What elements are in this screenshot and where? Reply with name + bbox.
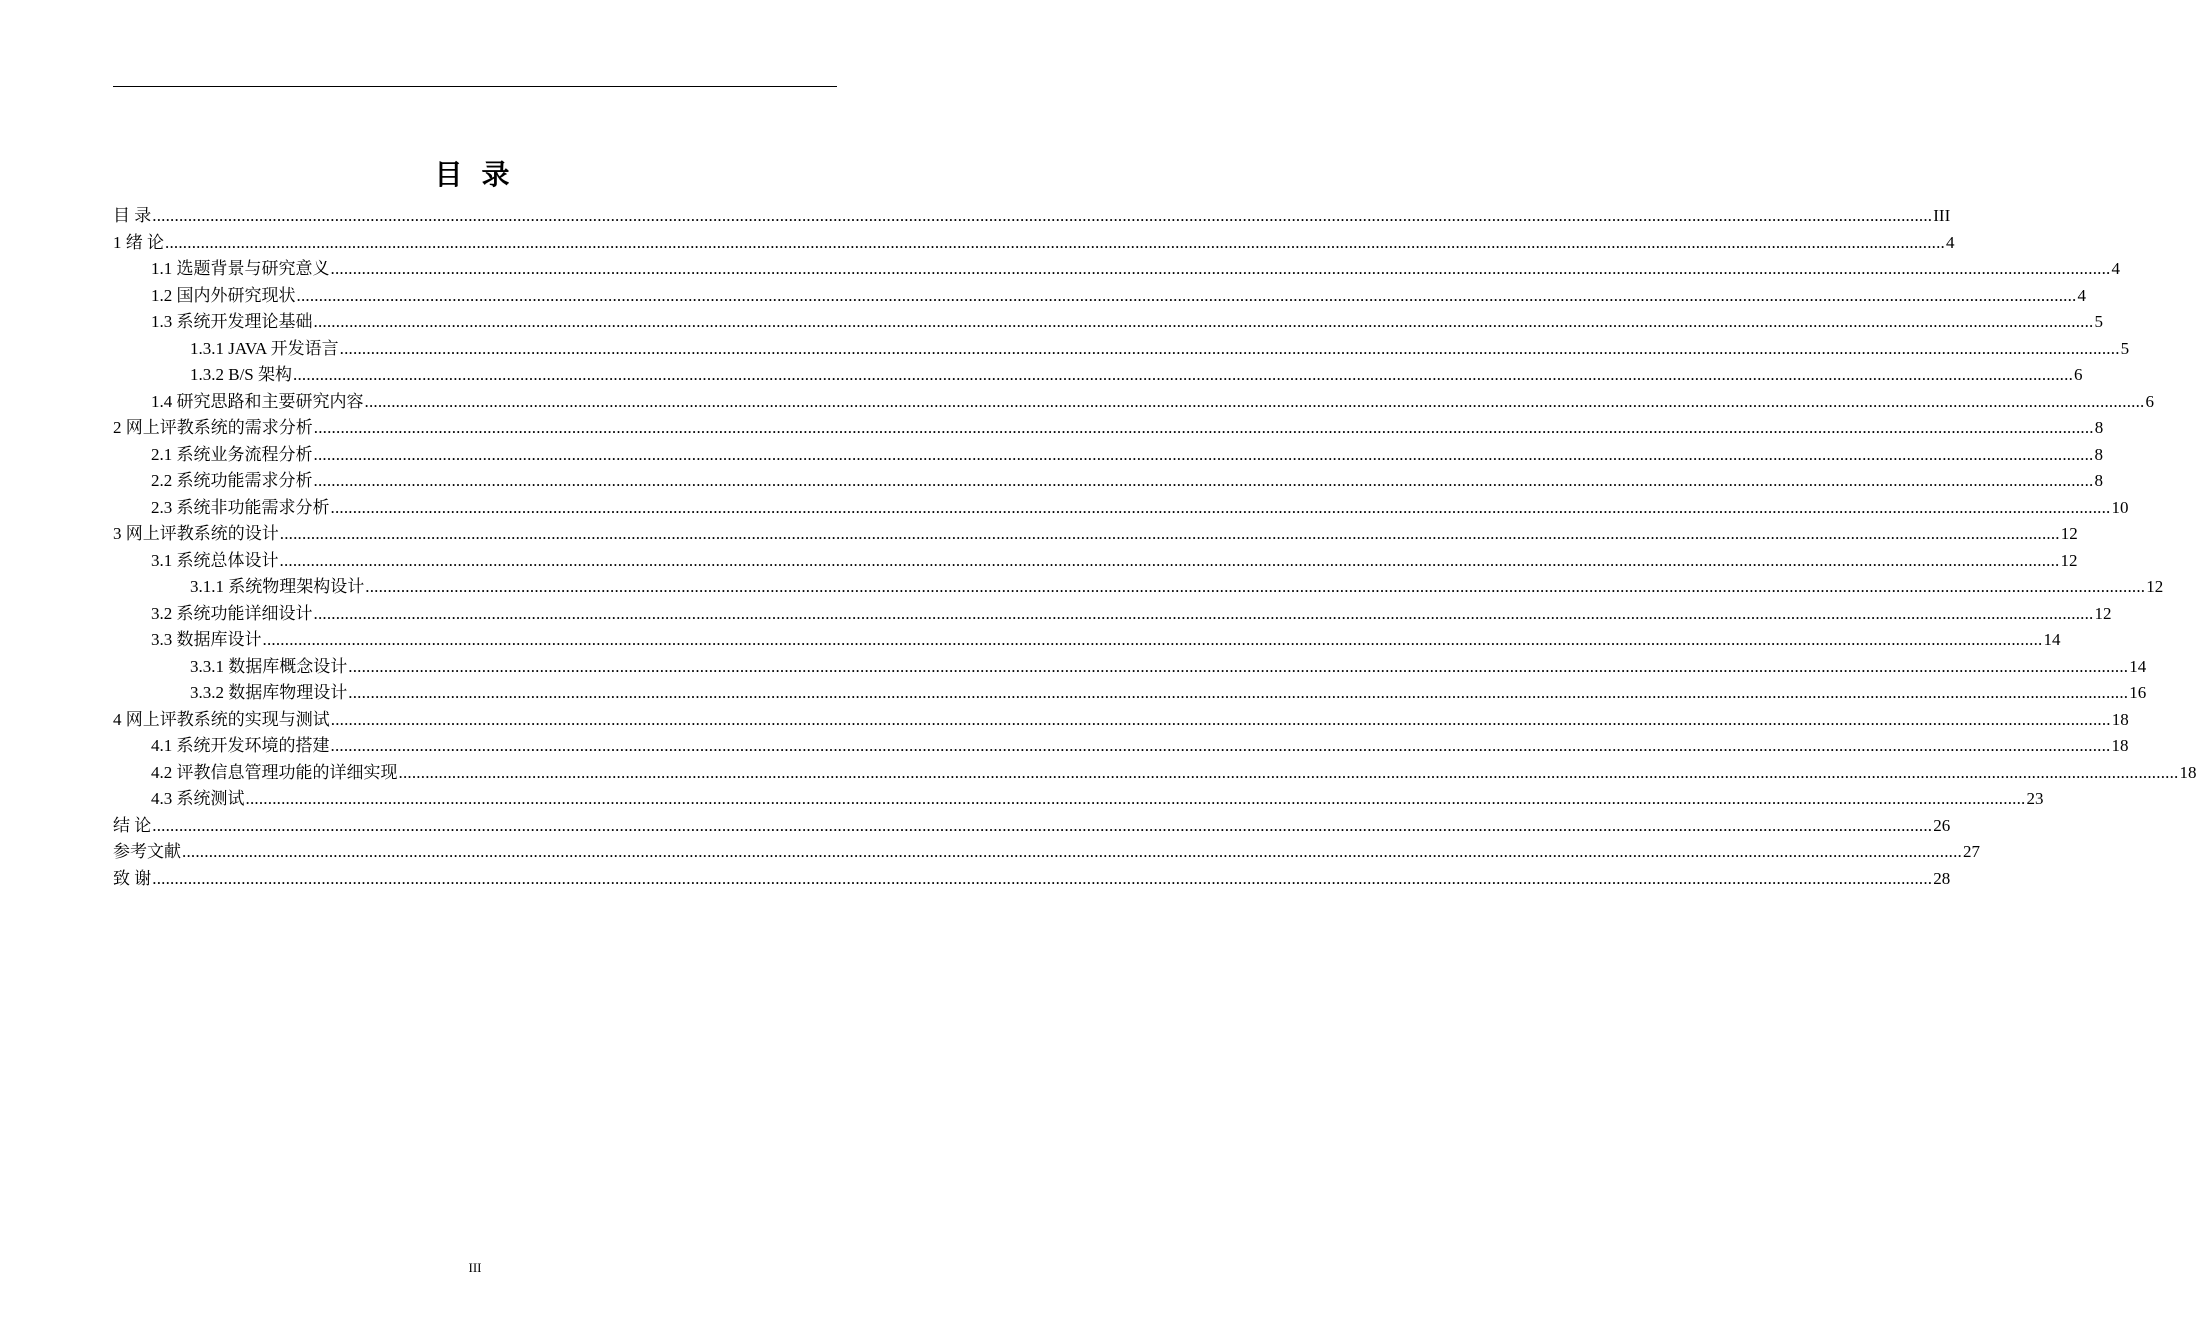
toc-entry-page-number: 14 <box>2129 656 2147 676</box>
toc-entry-label: 结 论 <box>113 815 152 835</box>
toc-entry-label: 参考文献 <box>113 842 181 861</box>
toc-entry[interactable] <box>113 866 1951 893</box>
toc-entry-label: 2 网上评教系统的需求分析 <box>113 418 313 437</box>
toc-entry-page-number: 14 <box>2043 630 2061 649</box>
toc-entry-page-number: 5 <box>2120 338 2130 358</box>
dot-leader: ................................................................................................................................................................................................................................................................................................................................................................................................................ <box>152 868 1933 888</box>
toc-entry-label: 1.3 系统开发理论基础 <box>151 312 313 331</box>
toc-entry-page-number: 28 <box>1933 868 1951 888</box>
toc-entry-label: 3.3.1 数据库概念设计 <box>190 656 348 676</box>
toc-entry-label: 4 网上评教系统的实现与测试 <box>113 709 330 729</box>
toc-entry[interactable] <box>113 468 2103 495</box>
toc-entry[interactable] <box>113 574 2164 601</box>
toc-entry[interactable] <box>113 813 1951 840</box>
toc-entry-page-number: 8 <box>2094 418 2104 437</box>
dot-leader: ................................................................................................................................................................................................................................................................................................................................................................................................................ <box>152 206 1933 225</box>
toc-entry-label: 1.3.1 JAVA 开发语言 <box>190 338 339 358</box>
dot-leader: ................................................................................................................................................................................................................................................................................................................................................................................................................ <box>279 524 2060 543</box>
dot-leader: ................................................................................................................................................................................................................................................................................................................................................................................................................ <box>313 312 2094 331</box>
toc-entry-label: 2.3 系统非功能需求分析 <box>151 497 330 517</box>
dot-leader: ................................................................................................................................................................................................................................................................................................................................................................................................................ <box>330 709 2111 729</box>
toc-entry[interactable] <box>113 442 2103 469</box>
dot-leader: ................................................................................................................................................................................................................................................................................................................................................................................................................ <box>182 842 1962 861</box>
toc-entry[interactable] <box>113 733 2129 760</box>
toc-entry[interactable] <box>113 362 2083 389</box>
dot-leader: ................................................................................................................................................................................................................................................................................................................................................................................................................ <box>398 762 2179 782</box>
toc-entry-page-number: 18 <box>2179 762 2197 782</box>
dot-leader: ................................................................................................................................................................................................................................................................................................................................................................................................................ <box>279 550 2060 570</box>
toc-entry-label: 3.3 数据库设计 <box>151 630 262 649</box>
dot-leader: ................................................................................................................................................................................................................................................................................................................................................................................................................ <box>330 259 2111 278</box>
dot-leader: ................................................................................................................................................................................................................................................................................................................................................................................................................ <box>152 815 1933 835</box>
toc-entry-label: 4.3 系统测试 <box>151 789 245 808</box>
toc-entry-page-number: 12 <box>2060 524 2078 543</box>
toc-entry-label: 3.1.1 系统物理架构设计 <box>190 577 365 596</box>
toc-entry-label: 1.1 选题背景与研究意义 <box>151 259 330 278</box>
toc-entry[interactable] <box>113 707 2129 734</box>
toc-entry-label: 致 谢 <box>113 868 152 888</box>
toc-entry-label: 3 网上评教系统的设计 <box>113 524 279 543</box>
toc-entry-page-number: III <box>1933 206 1951 225</box>
toc-entry-page-number: 23 <box>2026 789 2044 808</box>
toc-entry-page-number: 12 <box>2146 577 2164 596</box>
toc-entry-page-number: 16 <box>2129 683 2147 702</box>
toc-entry[interactable] <box>113 548 2078 575</box>
toc-entry-page-number: 27 <box>1963 842 1980 861</box>
toc-entry-page-number: 8 <box>2094 471 2103 490</box>
dot-leader: ................................................................................................................................................................................................................................................................................................................................................................................................................ <box>313 471 2094 490</box>
toc-entry-page-number: 6 <box>2145 391 2154 411</box>
toc-entry-page-number: 5 <box>2094 312 2103 331</box>
toc-list <box>113 203 2197 892</box>
toc-entry[interactable] <box>113 495 2129 522</box>
dot-leader: ................................................................................................................................................................................................................................................................................................................................................................................................................ <box>245 789 2026 808</box>
dot-leader: ................................................................................................................................................................................................................................................................................................................................................................................................................ <box>330 497 2111 517</box>
toc-entry-label: 3.2 系统功能详细设计 <box>151 603 313 623</box>
toc-entry[interactable] <box>113 627 2061 654</box>
toc-entry-label: 3.1 系统总体设计 <box>151 550 279 570</box>
toc-entry-label: 4.1 系统开发环境的搭建 <box>151 736 330 755</box>
toc-entry-label: 2.2 系统功能需求分析 <box>151 471 313 490</box>
toc-entry-label: 1 绪 论 <box>113 232 164 252</box>
toc-entry-label: 1.2 国内外研究现状 <box>151 285 296 305</box>
toc-entry-label: 2.1 系统业务流程分析 <box>151 444 313 464</box>
dot-leader: ................................................................................................................................................................................................................................................................................................................................................................................................................ <box>313 444 2094 464</box>
toc-entry[interactable] <box>113 786 2044 813</box>
toc-entry-label: 1.4 研究思路和主要研究内容 <box>151 391 364 411</box>
toc-entry[interactable] <box>113 760 2197 787</box>
dot-leader: ................................................................................................................................................................................................................................................................................................................................................................................................................ <box>313 418 2094 437</box>
toc-entry-label: 1.3.2 B/S 架构 <box>190 365 293 384</box>
toc-entry[interactable] <box>113 283 2086 310</box>
dot-leader: ................................................................................................................................................................................................................................................................................................................................................................................................................ <box>293 365 2074 384</box>
dot-leader: ................................................................................................................................................................................................................................................................................................................................................................................................................ <box>365 577 2146 596</box>
toc-entry-page-number: 18 <box>2111 736 2129 755</box>
toc-entry-page-number: 8 <box>2094 444 2103 464</box>
toc-entry[interactable] <box>113 336 2130 363</box>
header-rule <box>113 86 837 87</box>
toc-entry-label: 目 录 <box>113 206 152 225</box>
toc-entry-page-number: 12 <box>2094 603 2112 623</box>
toc-entry[interactable] <box>113 203 1951 230</box>
toc-entry[interactable] <box>113 309 2103 336</box>
toc-entry[interactable] <box>113 601 2112 628</box>
dot-leader: ................................................................................................................................................................................................................................................................................................................................................................................................................ <box>339 338 2120 358</box>
toc-entry-page-number: 4 <box>1946 232 1955 252</box>
toc-entry[interactable] <box>113 415 2104 442</box>
toc-entry[interactable] <box>113 230 1955 257</box>
toc-entry[interactable] <box>113 256 2120 283</box>
toc-entry-page-number: 10 <box>2111 497 2129 517</box>
dot-leader: ................................................................................................................................................................................................................................................................................................................................................................................................................ <box>330 736 2111 755</box>
dot-leader: ................................................................................................................................................................................................................................................................................................................................................................................................................ <box>313 603 2094 623</box>
dot-leader: ................................................................................................................................................................................................................................................................................................................................................................................................................ <box>262 630 2043 649</box>
dot-leader: ................................................................................................................................................................................................................................................................................................................................................................................................................ <box>364 391 2145 411</box>
toc-entry-page-number: 4 <box>2111 259 2120 278</box>
dot-leader: ................................................................................................................................................................................................................................................................................................................................................................................................................ <box>296 285 2077 305</box>
toc-entry[interactable] <box>113 680 2147 707</box>
toc-entry-label: 3.3.2 数据库物理设计 <box>190 683 348 702</box>
toc-entry[interactable] <box>113 389 2154 416</box>
dot-leader: ................................................................................................................................................................................................................................................................................................................................................................................................................ <box>165 232 1945 252</box>
dot-leader: ................................................................................................................................................................................................................................................................................................................................................................................................................ <box>348 656 2129 676</box>
toc-entry[interactable] <box>113 839 1980 866</box>
toc-entry-page-number: 4 <box>2077 285 2086 305</box>
toc-entry-page-number: 6 <box>2074 365 2083 384</box>
toc-entry[interactable] <box>113 654 2147 681</box>
page-title: 目 录 <box>434 160 516 191</box>
toc-entry-page-number: 26 <box>1933 815 1951 835</box>
dot-leader: ................................................................................................................................................................................................................................................................................................................................................................................................................ <box>348 683 2129 702</box>
toc-entry-label: 4.2 评教信息管理功能的详细实现 <box>151 762 398 782</box>
toc-entry[interactable] <box>113 521 2078 548</box>
toc-entry-page-number: 12 <box>2060 550 2078 570</box>
toc-entry-page-number: 18 <box>2111 709 2129 729</box>
footer-page-number: III <box>468 1260 482 1275</box>
